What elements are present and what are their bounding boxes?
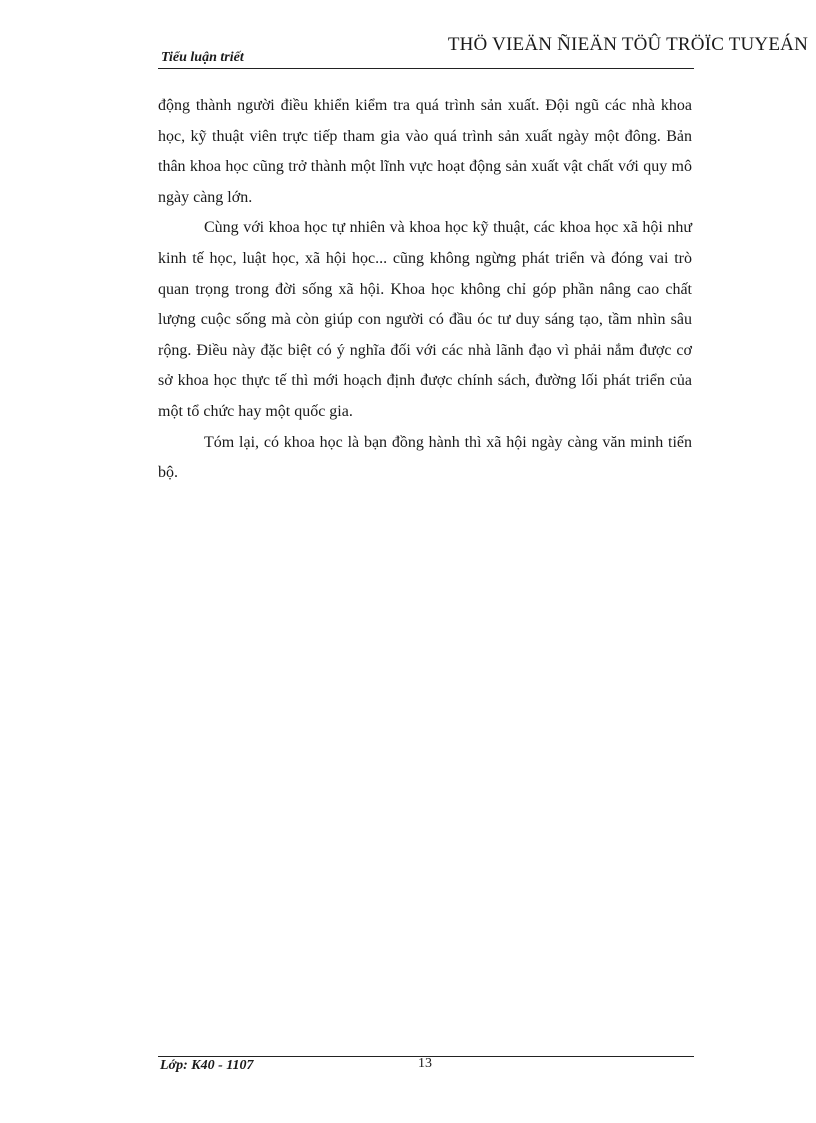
page-body bbox=[158, 91, 692, 489]
page-number: 13 bbox=[418, 1056, 432, 1071]
paragraph: Cùng với khoa học tự nhiên và khoa học kỹ thuật, các khoa học xã hội như kinh tế học, luật học, xã hội học... cũng không ngừng phát triển và đóng vai trò quan trọng trong đời sống xã hội. Khoa học không chỉ góp phần nâng cao chất lượng cuộc sống mà còn giúp con người có đầu óc tư duy sáng tạo, tầm nhìn sâu rộng. Điều này đặc biệt có ý nghĩa đối với các nhà lãnh đạo vì phải nắm được cơ sở khoa học thực tế thì mới hoạch định được chính sách, đường lối phát triển của một tổ chức hay một quốc gia. bbox=[158, 219, 692, 420]
paragraph: Tóm lại, có khoa học là bạn đồng hành thì xã hội ngày càng văn minh tiến bộ. bbox=[158, 433, 692, 482]
header-divider bbox=[158, 68, 694, 69]
header-library-name: THÖ VIEÄN ÑIEÄN TÖÛ TRÖÏC TUYEÁN bbox=[447, 34, 808, 55]
paragraph: động thành người điều khiển kiểm tra quá trình sản xuất. Đội ngũ các nhà khoa học, kỹ thuật viên trực tiếp tham gia vào quá trình sản xuất ngày một đông. Bản thân khoa học cũng trở thành một lĩnh vực hoạt động sản xuất vật chất với quy mô ngày càng lớn. bbox=[158, 97, 692, 206]
footer-class-label: Lớp: K40 - 1107 bbox=[160, 1058, 254, 1073]
header-doc-title: Tiểu luận triết bbox=[161, 50, 244, 65]
